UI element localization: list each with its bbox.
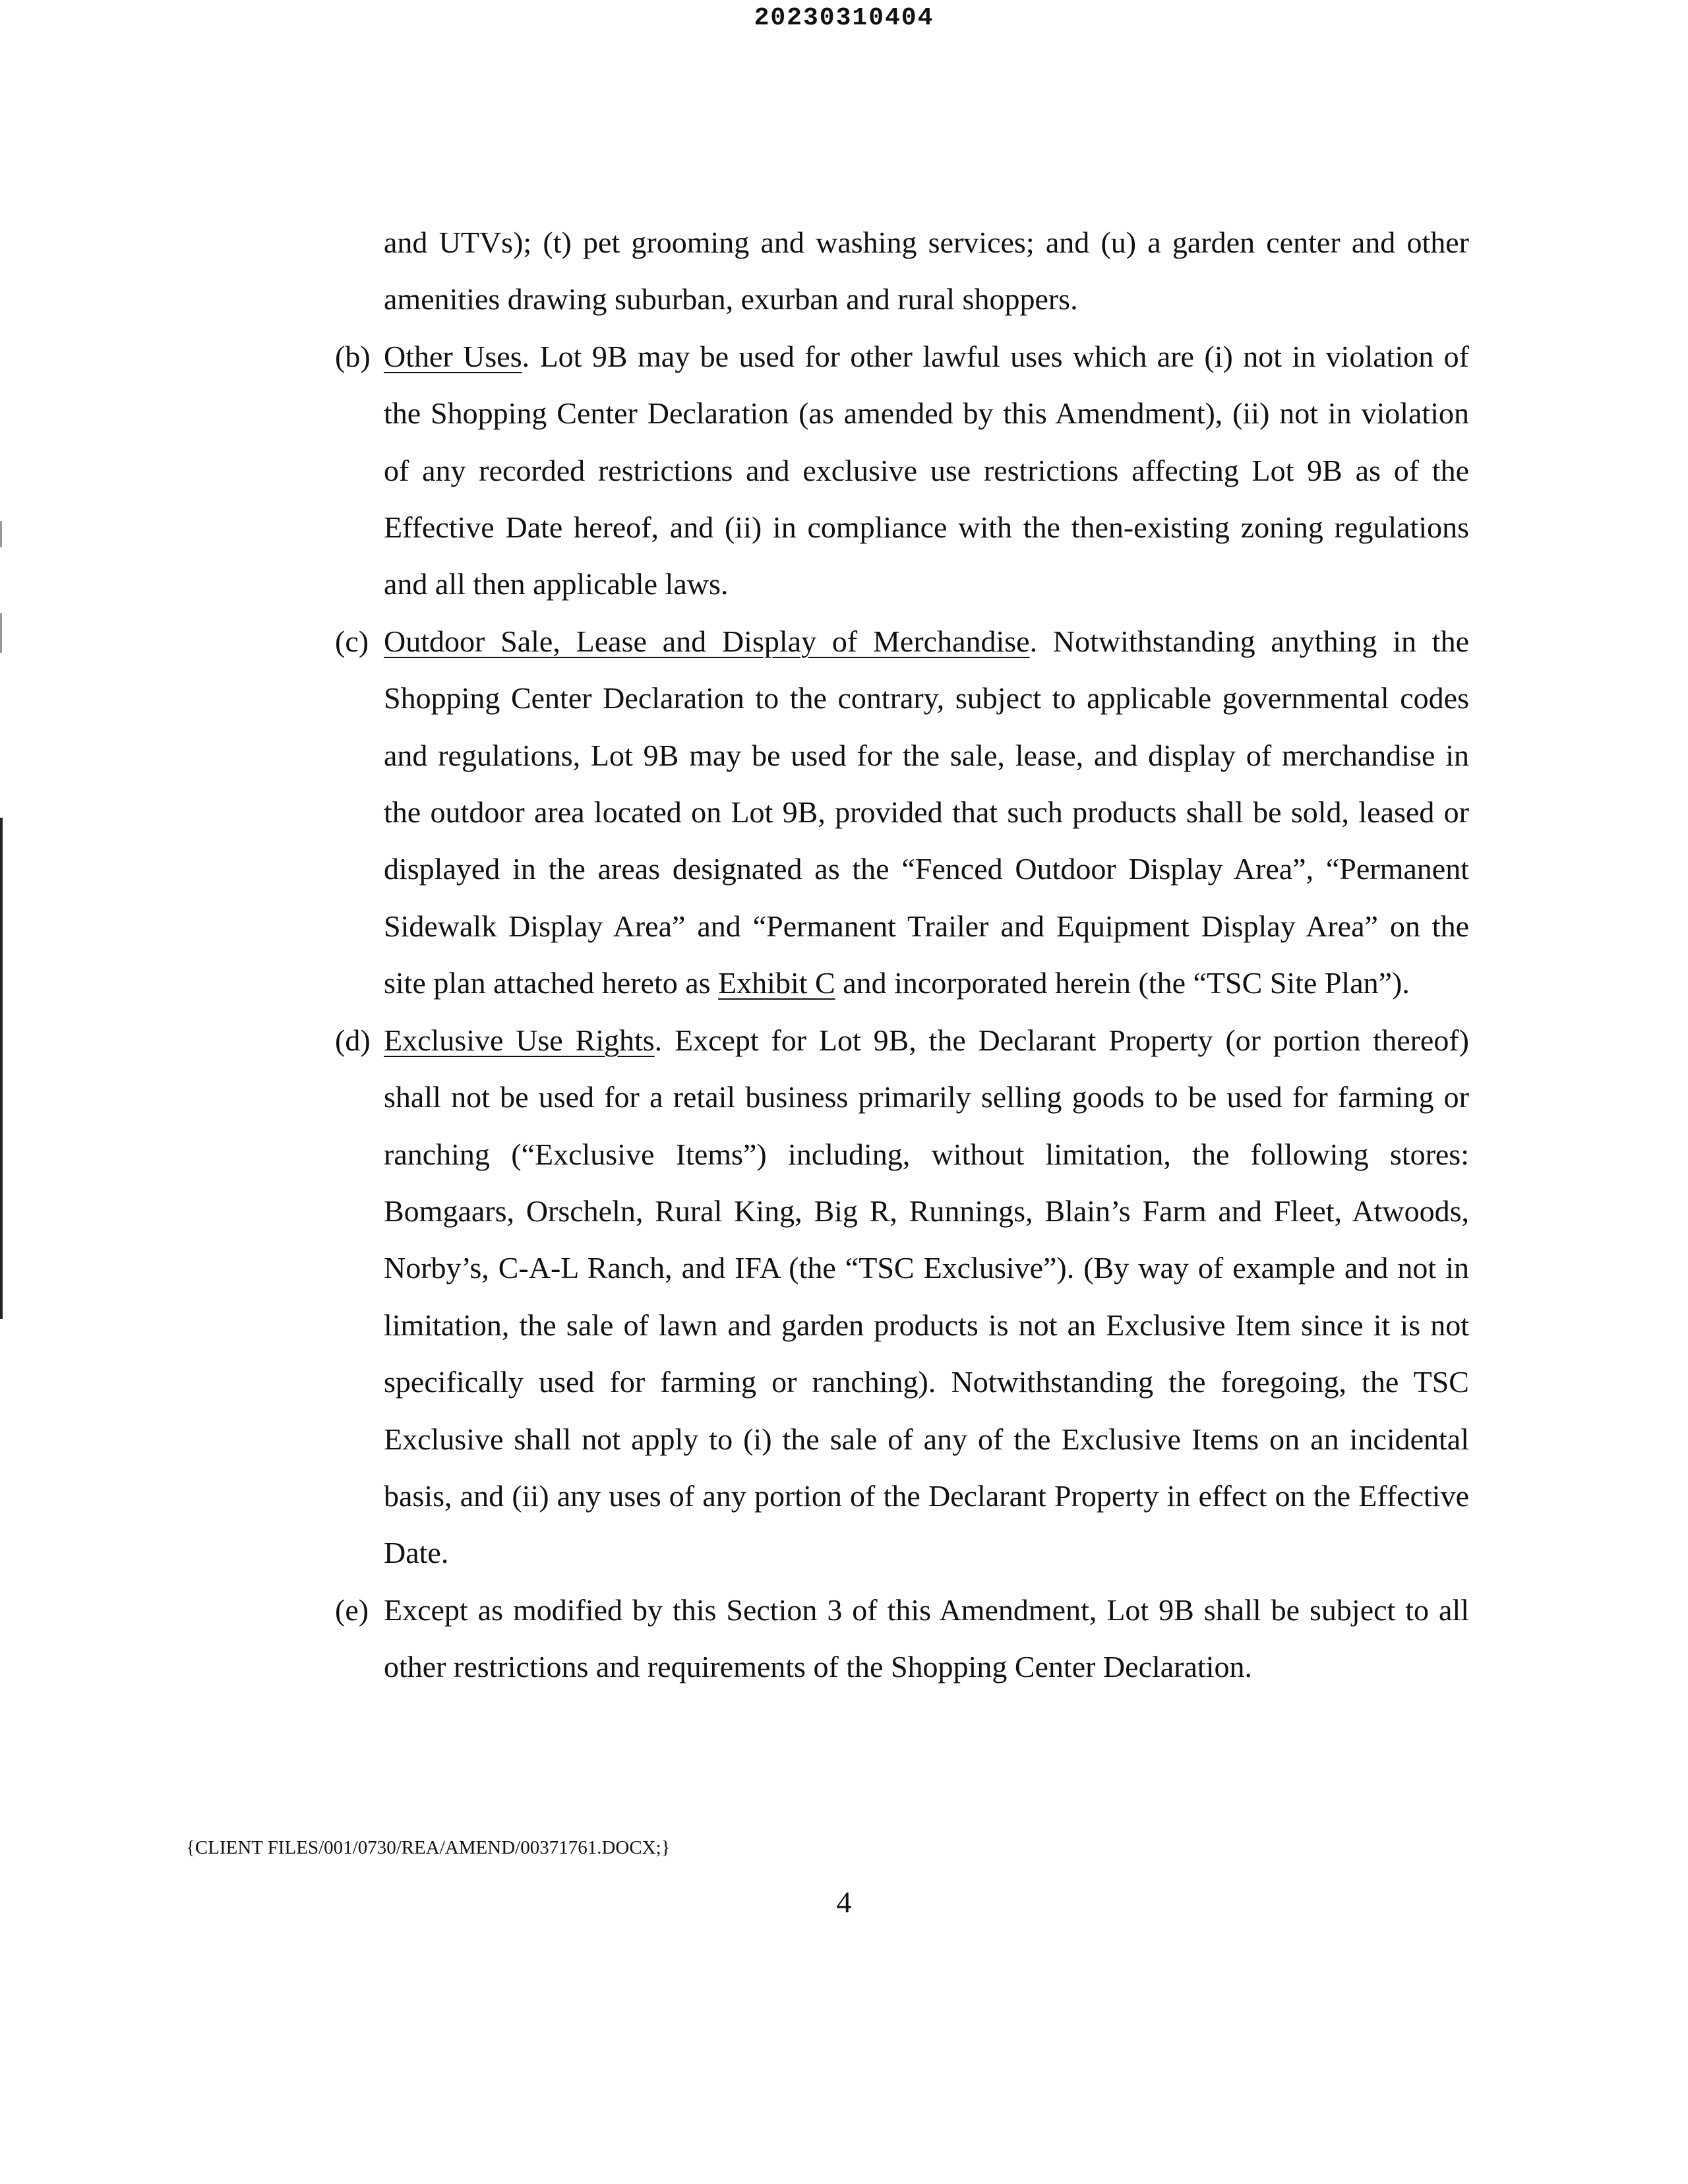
paragraph-text: Except as modified by this Section 3 of this Amendment, Lot 9B shall be subject to all other restrictions and requirements of the Shopping Center Declaration. xyxy=(384,1592,1469,1684)
document-number: 20230310404 xyxy=(754,4,934,32)
paragraph-e xyxy=(335,1582,1469,1696)
paragraph-b xyxy=(335,328,1469,613)
paragraph-heading: Outdoor Sale, Lease and Display of Merchandise xyxy=(384,624,1030,658)
paragraph-marker: (d) xyxy=(335,1023,371,1057)
paragraph-continuation xyxy=(335,214,1469,328)
document-body xyxy=(335,214,1469,1696)
footer-file-path: {CLIENT FILES/001/0730/REA/AMEND/00371761.DOCX;} xyxy=(186,1837,671,1858)
paragraph-marker: (c) xyxy=(335,624,369,658)
paragraph-text: and UTVs); (t) pet grooming and washing services; and (u) a garden center and other amenities drawing suburban, exurban and rural shoppers. xyxy=(384,226,1469,317)
scan-edge-mark xyxy=(0,613,2,653)
paragraph-heading: Other Uses xyxy=(384,339,522,373)
exhibit-reference: Exhibit C xyxy=(718,966,835,1000)
paragraph-marker: (b) xyxy=(335,339,371,373)
paragraph-text: . Except for Lot 9B, the Declarant Property (or portion thereof) shall not be used for a retail business primarily selling goods to be used for farming or ranching (“Exclusive Items”) including, without limitation, the following stores: Bomgaars, Orscheln, Rural King, Big R, Runnings, Blain’s Farm and Fleet, Atwoods, Norby’s, C-A-L Ranch, and IFA (the “TSC Exclusive”). (By way of example and not in limitation, the sale of lawn and garden products is not an Exclusive Item since it is not specifically used for farming or ranching). Notwithstanding the foregoing, the TSC Exclusive shall not apply to (i) the sale of any of the Exclusive Items on an incidental basis, and (ii) any uses of any portion of the Declarant Property in effect on the Effective Date. xyxy=(384,1023,1469,1570)
paragraph-text: . Lot 9B may be used for other lawful uses which are (i) not in violation of the Shopping Center Declaration (as amended by this Amendment), (ii) not in violation of any recorded restrictions and exclusive use restrictions affecting Lot 9B as of the Effective Date hereof, and (ii) in compliance with the then-existing zoning regulations and all then applicable laws. xyxy=(384,339,1469,601)
scan-edge-mark xyxy=(0,818,3,1319)
paragraph-heading: Exclusive Use Rights xyxy=(384,1023,655,1057)
paragraph-marker: (e) xyxy=(335,1592,369,1627)
paragraph-d xyxy=(335,1012,1469,1582)
paragraph-text-continued: and incorporated herein (the “TSC Site Plan”). xyxy=(835,966,1410,1000)
page-number: 4 xyxy=(836,1885,852,1919)
scan-edge-mark xyxy=(0,521,2,547)
paragraph-text: . Notwithstanding anything in the Shopping Center Declaration to the contrary, subject to applicable governmental codes and regulations, Lot 9B may be used for the sale, lease, and display of merchandise in the outdoor area located on Lot 9B, provided that such products shall be sold, leased or displayed in the areas designated as the “Fenced Outdoor Display Area”, “Permanent Sidewalk Display Area” and “Permanent Trailer and Equipment Display Area” on the site plan attached hereto as xyxy=(384,624,1469,1000)
paragraph-c xyxy=(335,613,1469,1012)
